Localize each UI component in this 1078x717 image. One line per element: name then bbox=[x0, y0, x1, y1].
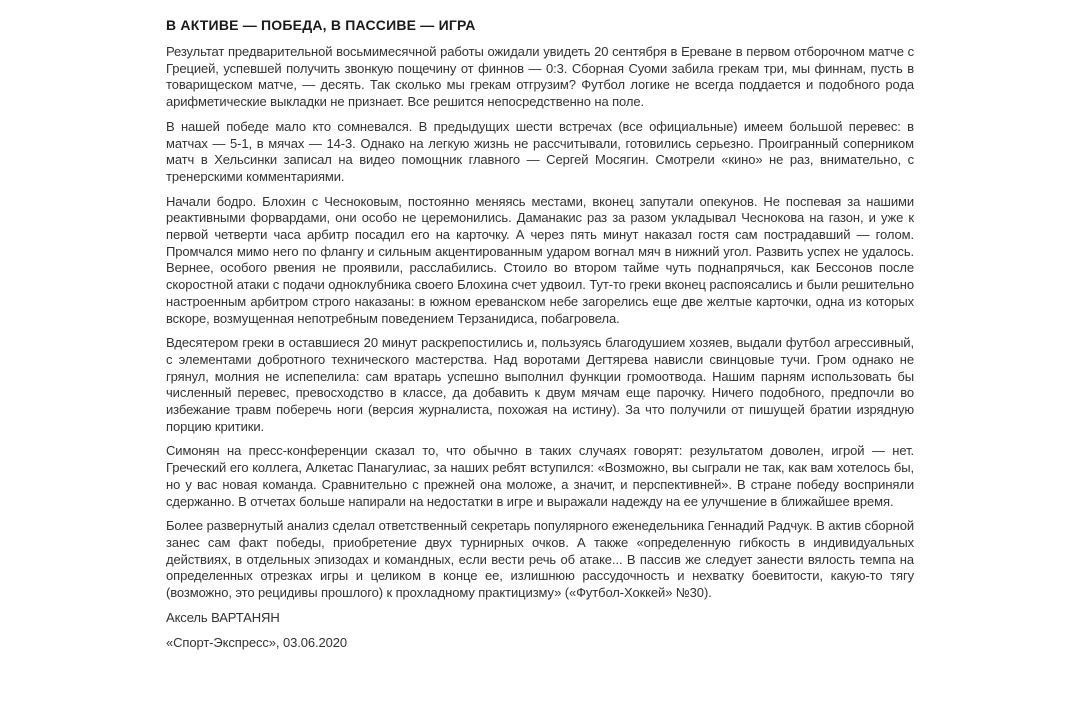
article-source: «Спорт-Экспресс», 03.06.2020 bbox=[166, 634, 348, 650]
article-title: В АКТИВЕ — ПОБЕДА, В ПАССИВЕ — ИГРА bbox=[166, 17, 476, 33]
article-paragraph: Результат предварительной восьмимесячной работы ожидали увидеть 20 сентября в Ереване в первом отборочном матче с Грецией, успевшей получить звонкую пощечину от финнов — 0:3. Сборная Суоми забила грекам три, мы финнам, пусть в товарищеском матче, — десять. Так сколько мы грекам отгрузим? Футбол логике не всегда поддается и подобного рода арифметические выкладки не признает. Все решится непосредственно на поле. bbox=[166, 44, 914, 110]
article-body bbox=[166, 44, 914, 602]
article-paragraph: В нашей победе мало кто сомневался. В предыдущих шести встречах (все официальные) имеем большой перевес: в матчах — 5-1, в мячах — 14-3. Однако на легкую жизнь не рассчитывали, готовились серьезно. Проигранный соперником матч в Хельсинки записал на видео помощник главного — Сергей Мосягин. Смотрели «кино» не раз, внимательно, с тренерскими комментариями. bbox=[166, 118, 914, 184]
article-paragraph: Более развернутый анализ сделал ответственный секретарь популярного еженедельника Геннадий Радчук. В актив сборной занес сам факт победы, приобретение двух турнирных очков. А также «определенную гибкость в индивидуальных действиях, в отдельных эпизодах и командных, если вести речь об атаке... В пассив же следует занести вялость темпа на определенных отрезках игры и целиком в конце ее, излишнюю рассудочность и нехватку боевитости, какую-то тягу (возможно, это рецидивы прошлого) к прохладному практицизму» («Футбол-Хоккей» №30). bbox=[166, 518, 914, 601]
article-paragraph: Начали бодро. Блохин с Чесноковым, постоянно меняясь местами, вконец запутали опекунов. Не поспевая за нашими реактивными форвардами, они особо не церемонились. Даманакис раз за разом укладывал Чеснокова на газон, и уже к первой четверти часа арбитр посадил его на карточку. А через пять минут наказал гостя сам пострадавший — голом. Промчался мимо него по флангу и сильным акцентированным ударом вогнал мяч в нижний угол. Развить успех не удалось. Вернее, особого рвения не проявили, расслабились. Стоило во втором тайме чуть поднапрячься, как Бессонов после скоростной атаки с подачи одноклубника своего Блохина счет удвоил. Тут-то греки вконец распоясались и были решительно настроенным арбитром строго наказаны: в южном ереванском небе загорелись еще две желтые карточки, одна из которых вскоре, возмущенная непотребным поведением Терзанидиса, побагровела. bbox=[166, 193, 914, 326]
article-paragraph: Вдесятером греки в оставшиеся 20 минут раскрепостились и, пользуясь благодушием хозяев, выдали футбол агрессивный, с элементами добротного технического мастерства. Над воротами Дегтярева нависли свинцовые тучи. Гром однако не грянул, молния не испепелила: сам вратарь успешно выполнил функции громоотвода. Нашим парням использовать бы численный перевес, превосходство в классе, да добавить к двум мячам еще парочку. Ничего подобного, предпочли во избежание травм поберечь ноги (версия журналиста, похожая на истину). За что получили от пишущей братии изрядную порцию критики. bbox=[166, 335, 914, 434]
article-paragraph: Симонян на пресс-конференции сказал то, что обычно в таких случаях говорят: результатом доволен, игрой — нет. Греческий его коллега, Алкетас Панагулиас, за наших ребят вступился: «Возможно, вы сыграли не так, как вам хотелось бы, но у вас новая команда. Сравнительно с прежней она моложе, а значит, и перспективней». В стране победу восприняли сдержанно. В отчетах больше напирали на недостатки в игре и выражали надежду на ее улучшение в ближайшее время. bbox=[166, 443, 914, 509]
article bbox=[166, 0, 914, 651]
article-author: Аксель ВАРТАНЯН bbox=[166, 609, 280, 625]
